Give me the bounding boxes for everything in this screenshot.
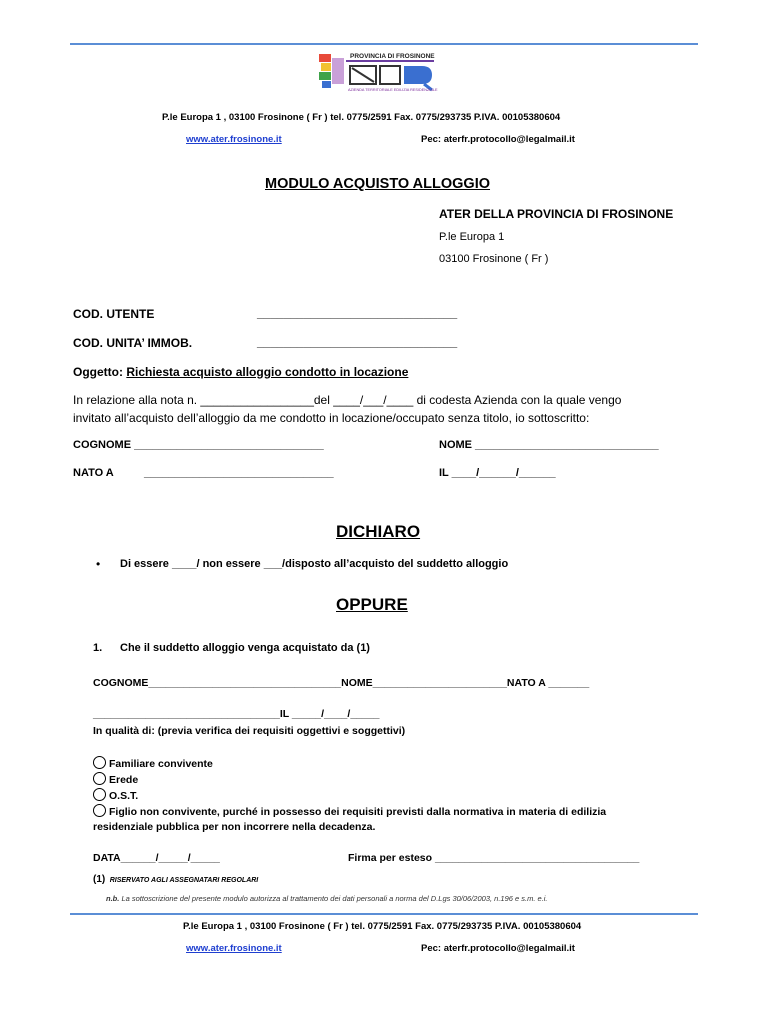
option-figlio-label: Figlio non convivente, purché in possesso dei requisiti previsti dalla normativa in materia di edilizia	[109, 806, 607, 818]
page-title: MODULO ACQUISTO ALLOGGIO	[265, 176, 491, 192]
header-website-link[interactable]: www.ater.frosinone.it	[186, 134, 282, 145]
intro-line-2: invitato all’acquisto dell’alloggio da me condotto in locazione/occupato senza titolo, io sottoscritto:	[73, 411, 590, 425]
dichiaro-heading: DICHIARO	[336, 522, 421, 541]
firma-field[interactable]: Firma per esteso ___________________________________	[348, 852, 640, 864]
oppure-item: Che il suddetto alloggio venga acquistato da (1)	[120, 642, 370, 654]
footer-website-link[interactable]: www.ater.frosinone.it	[186, 943, 282, 954]
logo-subtext: AZIENDA TERRITORIALE EDILIZIA RESIDENZIALE	[348, 88, 438, 92]
cognome-field[interactable]: COGNOME _______________________________	[73, 439, 324, 451]
option-figlio[interactable]	[93, 804, 606, 818]
footer-address: P.le Europa 1 , 03100 Frosinone ( Fr ) tel. 0775/2591 Fax. 0775/293735 P.IVA. 00105380604	[183, 921, 582, 932]
radio-familiare[interactable]	[93, 756, 106, 769]
footnote-text: RISERVATO AGLI ASSEGNATARI REGOLARI	[109, 877, 259, 884]
oggetto	[73, 365, 408, 379]
top-rule	[70, 43, 698, 45]
recipient-name: ATER DELLA PROVINCIA DI FROSINONE	[439, 207, 674, 221]
qualita-label: In qualità di: (previa verifica dei requisiti oggettivi e soggettivi)	[93, 725, 406, 737]
acquirente-row-1[interactable]: COGNOME_________________________________NOME_______________________NATO A _______	[93, 677, 590, 689]
header-pec: Pec: aterfr.protocollo@legalmail.it	[421, 134, 575, 145]
cod-utente-label: COD. UTENTE	[73, 307, 155, 321]
oggetto-text: Richiesta acquisto alloggio condotto in locazione	[126, 365, 409, 379]
radio-ost[interactable]	[93, 788, 106, 801]
recipient-street: P.le Europa 1	[439, 231, 505, 243]
footer-pec: Pec: aterfr.protocollo@legalmail.it	[421, 943, 575, 954]
cod-utente-field[interactable]: ______________________________	[257, 306, 458, 320]
bullet-icon: •	[96, 557, 101, 571]
cod-unita-field[interactable]: ______________________________	[257, 335, 458, 349]
cod-unita-label: COD. UNITA’ IMMOB.	[73, 336, 193, 350]
oggetto-label: Oggetto:	[73, 365, 123, 379]
nb-text: La sottoscrizione del presente modulo autorizza al trattamento dei dati personali a norma del D.Lgs 30/06/2003, n.196 e s.m. e.i.	[121, 894, 548, 903]
nb-label: n.b.	[106, 894, 120, 903]
option-familiare-label: Familiare convivente	[109, 758, 213, 770]
intro-line-1: In relazione alla nota n. _________________del ____/___/____ di codesta Azienda con la quale vengo	[73, 393, 622, 407]
option-figlio-cont: residenziale pubblica per non incorrere nella decadenza.	[93, 821, 376, 833]
option-ost[interactable]	[93, 788, 138, 802]
data-field[interactable]: DATA______/_____/_____	[93, 852, 220, 864]
acquirente-row-2[interactable]: ________________________________IL _____/____/_____	[93, 708, 380, 720]
oppure-number: 1.	[93, 642, 103, 654]
dichiaro-item: Di essere ____/ non essere ___/disposto all’acquisto del suddetto alloggio	[120, 558, 509, 570]
oppure-heading: OPPURE	[336, 595, 408, 614]
nato-field[interactable]: _______________________________	[144, 467, 334, 479]
footnote	[93, 869, 258, 887]
bottom-rule	[70, 913, 698, 915]
radio-erede[interactable]	[93, 772, 106, 785]
il-date-field[interactable]: IL ____/______/______	[439, 467, 556, 479]
option-erede-label: Erede	[109, 774, 139, 786]
option-familiare[interactable]	[93, 756, 213, 770]
option-erede[interactable]	[93, 772, 138, 786]
logo-text: PROVINCIA DI FROSINONE	[350, 53, 435, 60]
nato-label: NATO A	[73, 467, 114, 479]
radio-figlio[interactable]	[93, 804, 106, 817]
nome-field[interactable]: NOME ______________________________	[439, 439, 659, 451]
header-address: P.le Europa 1 , 03100 Frosinone ( Fr ) tel. 0775/2591 Fax. 0775/293735 P.IVA. 00105380604	[162, 112, 561, 123]
recipient-city: 03100 Frosinone ( Fr )	[439, 253, 549, 265]
option-ost-label: O.S.T.	[109, 790, 139, 802]
ater-logo	[316, 48, 450, 92]
nb-note	[106, 894, 548, 903]
footnote-number: (1)	[93, 874, 106, 885]
